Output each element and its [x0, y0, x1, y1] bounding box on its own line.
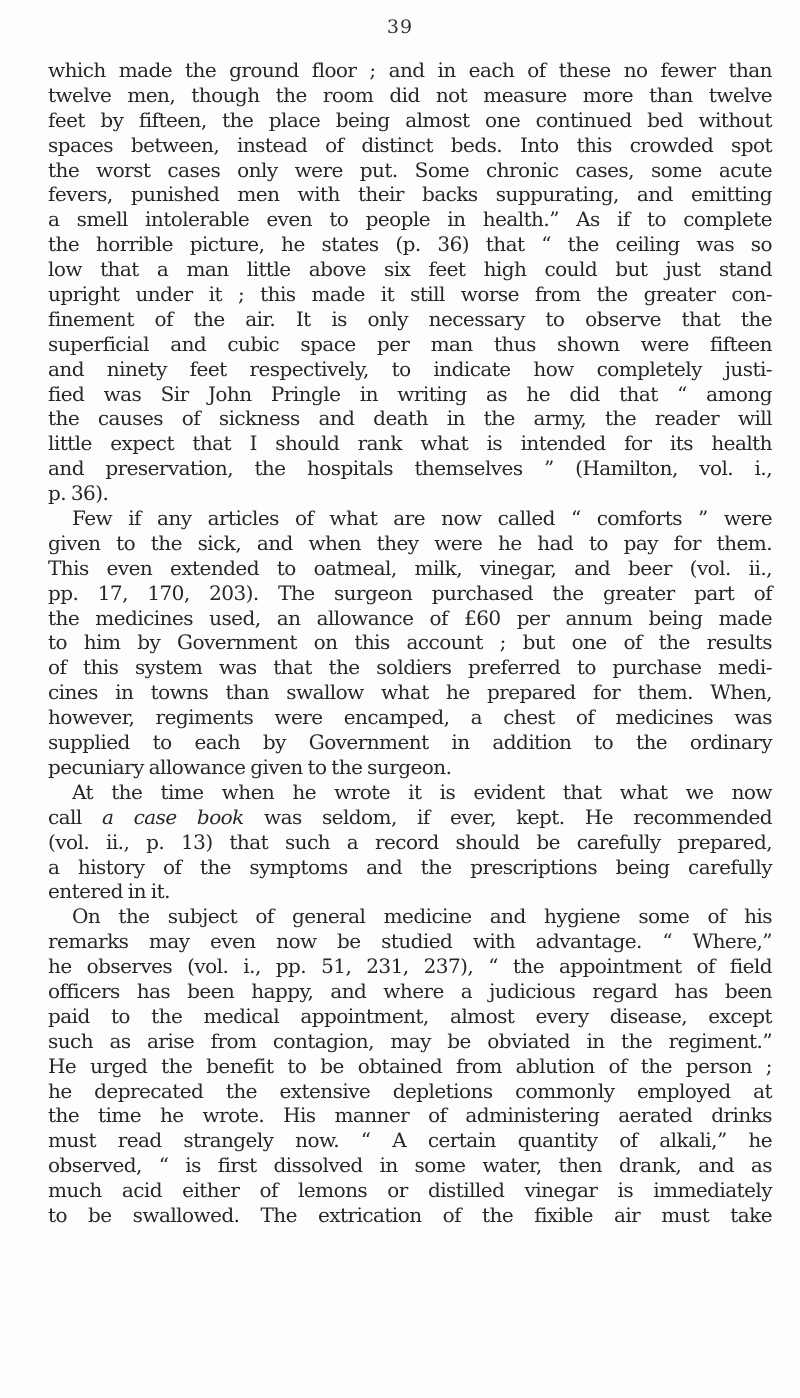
text-line: cines in towns than swallow what he prepared for them. When, [48, 680, 772, 705]
text-line: pp. 17, 170, 203). The surgeon purchased the greater part of [48, 580, 772, 605]
text-line: spaces between, instead of distinct beds. Into this crowded spot [48, 132, 772, 157]
text-line: he observes (vol. i., pp. 51, 231, 237), “ the appointment of field [48, 954, 772, 979]
text-line: On the subject of general medicine and hygiene some of his [72, 904, 772, 929]
text-line: pecuniary allowance given to the surgeon. [48, 754, 452, 779]
text-line: which made the ground floor ; and in each of these no fewer than [48, 58, 772, 82]
text-line: the time he wrote. His manner of administering aerated drinks [48, 1103, 772, 1128]
text-line: the worst cases only were put. Some chronic cases, some acute [48, 157, 772, 182]
text-line: given to the sick, and when they were he had to pay for them. [48, 530, 772, 555]
body-text [48, 58, 772, 1228]
text-line: twelve men, though the room did not measure more than twelve [48, 82, 772, 107]
text-line: He urged the benefit to be obtained from ablution of the person ; [48, 1053, 772, 1078]
text-line: much acid either of lemons or distilled vinegar is immediately [48, 1178, 772, 1203]
text-segment: call [48, 804, 102, 829]
text-line: p. 36). [48, 481, 109, 506]
text-line: must read strangely now. “ A certain quantity of alkali,” he [48, 1128, 772, 1153]
text-line: fied was Sir John Pringle in writing as he did that “ among [48, 381, 772, 406]
text-line: At the time when he wrote it is evident that what we now [72, 779, 772, 804]
text-line: officers has been happy, and where a judicious regard has been [48, 978, 772, 1003]
text-line: the medicines used, an allowance of £60 per annum being made [48, 605, 772, 630]
text-line: he deprecated the extensive depletions commonly employed at [48, 1078, 772, 1103]
text-line: entered in it. [48, 879, 170, 904]
text-line: a smell intolerable even to people in health.” As if to complete [48, 207, 772, 232]
text-line: such as arise from contagion, may be obviated in the regiment.” [48, 1028, 772, 1053]
italic-term: a case book [102, 804, 244, 829]
text-line: paid to the medical appointment, almost every disease, except [48, 1003, 772, 1028]
text-line: superficial and cubic space per man thus shown were fifteen [48, 331, 772, 356]
text-line: low that a man little above six feet high could but just stand [48, 257, 772, 282]
text-line: of this system was that the soldiers preferred to purchase medi- [48, 655, 772, 680]
text-line: to be swallowed. The extrication of the fixible air must take [48, 1202, 772, 1227]
text-line: feet by fifteen, the place being almost one continued bed without [48, 107, 772, 132]
text-line: a history of the symptoms and the prescriptions being carefully [48, 854, 772, 879]
text-line: little expect that I should rank what is intended for its health [48, 431, 772, 456]
text-line: This even extended to oatmeal, milk, vinegar, and beer (vol. ii., [48, 555, 772, 580]
text-line: finement of the air. It is only necessary to observe that the [48, 306, 772, 331]
text-line [48, 805, 772, 830]
text-line: remarks may even now be studied with advantage. “ Where,” [48, 929, 772, 954]
text-line: upright under it ; this made it still worse from the greater con- [48, 282, 772, 307]
text-line: observed, “ is first dissolved in some water, then drank, and as [48, 1153, 772, 1178]
text-line: to him by Government on this account ; but one of the results [48, 630, 772, 655]
text-segment: was seldom, if ever, kept. He recommended [243, 804, 772, 829]
text-line: the horrible picture, he states (p. 36) that “ the ceiling was so [48, 232, 772, 257]
text-line: (vol. ii., p. 13) that such a record should be carefully prepared, [48, 829, 772, 854]
text-line: fevers, punished men with their backs suppurating, and emitting [48, 182, 772, 207]
text-line: Few if any articles of what are now called “ comforts ” were [72, 506, 772, 531]
page-number: 39 [386, 16, 414, 38]
text-line: and ninety feet respectively, to indicate how completely justi- [48, 356, 772, 381]
text-line: supplied to each by Government in addition to the ordinary [48, 730, 772, 755]
text-line: however, regiments were encamped, a chest of medicines was [48, 705, 772, 730]
text-line: and preservation, the hospitals themselves ” (Hamilton, vol. i., [48, 456, 772, 481]
text-line: the causes of sickness and death in the army, the reader will [48, 406, 772, 431]
